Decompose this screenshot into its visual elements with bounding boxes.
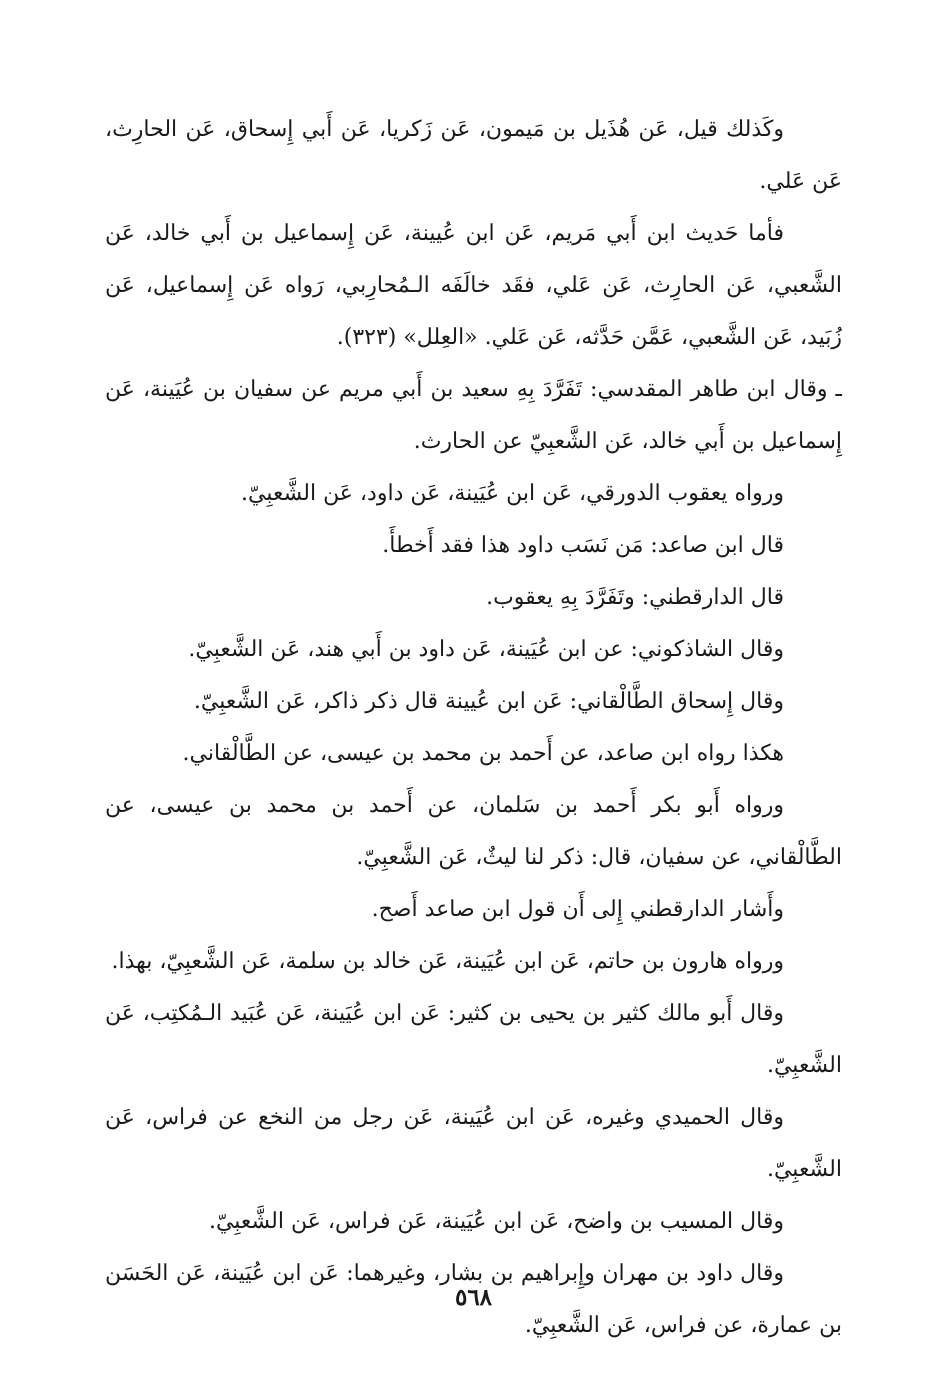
paragraph-6: قال الدارقطني: وتَفَرَّدَ بِهِ يعقوب. — [486, 585, 784, 610]
paragraph-16: وقال داود بن مهران وإِبراهيم بن بشار، وغيرهما: عَن ابن عُيَينة، عَن الحَسَن بن عمارة، عن فراس، عَن الشَّعبِيّ. — [105, 1261, 842, 1338]
body-text — [105, 104, 842, 1352]
paragraph-4: ورواه يعقوب الدورقي، عَن ابن عُيَينة، عَن داود، عَن الشَّعبِيّ. — [241, 481, 784, 506]
paragraph-12: ورواه هارون بن حاتم، عَن ابن عُيَينة، عَن خالد بن سلمة، عَن الشَّعبِيّ، بهذا. — [111, 949, 784, 974]
paragraph-5: قال ابن صاعد: مَن نَسَب داود هذا فقد أَخطأَ. — [382, 533, 784, 558]
paragraph-8: وقال إِسحاق الطَّالْقاني: عَن ابن عُيينة قال ذكر ذاكر، عَن الشَّعبِيّ. — [193, 689, 784, 714]
paragraph-7: وقال الشاذكوني: عن ابن عُيَينة، عَن داود بن أَبي هند، عَن الشَّعبِيّ. — [188, 637, 784, 662]
paragraph-2: فأما حَديث ابن أَبي مَريم، عَن ابن عُيينة، عَن إِسماعيل بن أَبي خالد، عَن الشَّعبي، عَن الحارِث، عَن عَلي، فقَد خالَفَه الـمُحارِبي، رَواه عَن إِسماعيل، عَن زُبَيد، عَن الشَّعبي، عَمَّن حَدَّثه، عَن عَلي. «العِلل» (٣٢٣). — [105, 221, 842, 350]
page-number: ٥٦٨ — [454, 1284, 493, 1311]
paragraph-1: وكَذلك قيل، عَن هُذَيل بن مَيمون، عَن زَكريا، عَن أَبي إِسحاق، عَن الحارِث، عَن عَلي. — [105, 117, 842, 194]
paragraph-15: وقال المسيب بن واضح، عَن ابن عُيَينة، عَن فراس، عَن الشَّعبِيّ. — [208, 1209, 784, 1234]
paragraph-11: وأَشار الدارقطني إِلى أَن قول ابن صاعد أَصح. — [371, 897, 784, 922]
paragraph-3: ـ وقال ابن طاهر المقدسي: تَفَرَّدَ بِهِ سعيد بن أَبي مريم عن سفيان بن عُيَينة، عَن إِسماعيل بن أَبي خالد، عَن الشَّعبِيّ عن الحارث. — [105, 377, 842, 454]
paragraph-13: وقال أَبو مالك كثير بن يحيى بن كثير: عَن ابن عُيَينة، عَن عُبَيد الـمُكتِب، عَن الشَّعبِيّ. — [105, 1001, 842, 1078]
paragraph-14: وقال الحميدي وغيره، عَن ابن عُيَينة، عَن رجل من النخع عن فراس، عَن الشَّعبِيّ. — [105, 1105, 842, 1182]
paragraph-9: هكذا رواه ابن صاعد، عن أَحمد بن محمد بن عيسى، عن الطَّالْقاني. — [182, 741, 784, 766]
paragraph-10: ورواه أَبو بكر أَحمد بن سَلمان، عن أَحمد بن محمد بن عيسى، عن الطَّالْقاني، عن سفيان، قال: ذكر لنا ليثٌ، عَن الشَّعبِيّ. — [105, 793, 842, 870]
